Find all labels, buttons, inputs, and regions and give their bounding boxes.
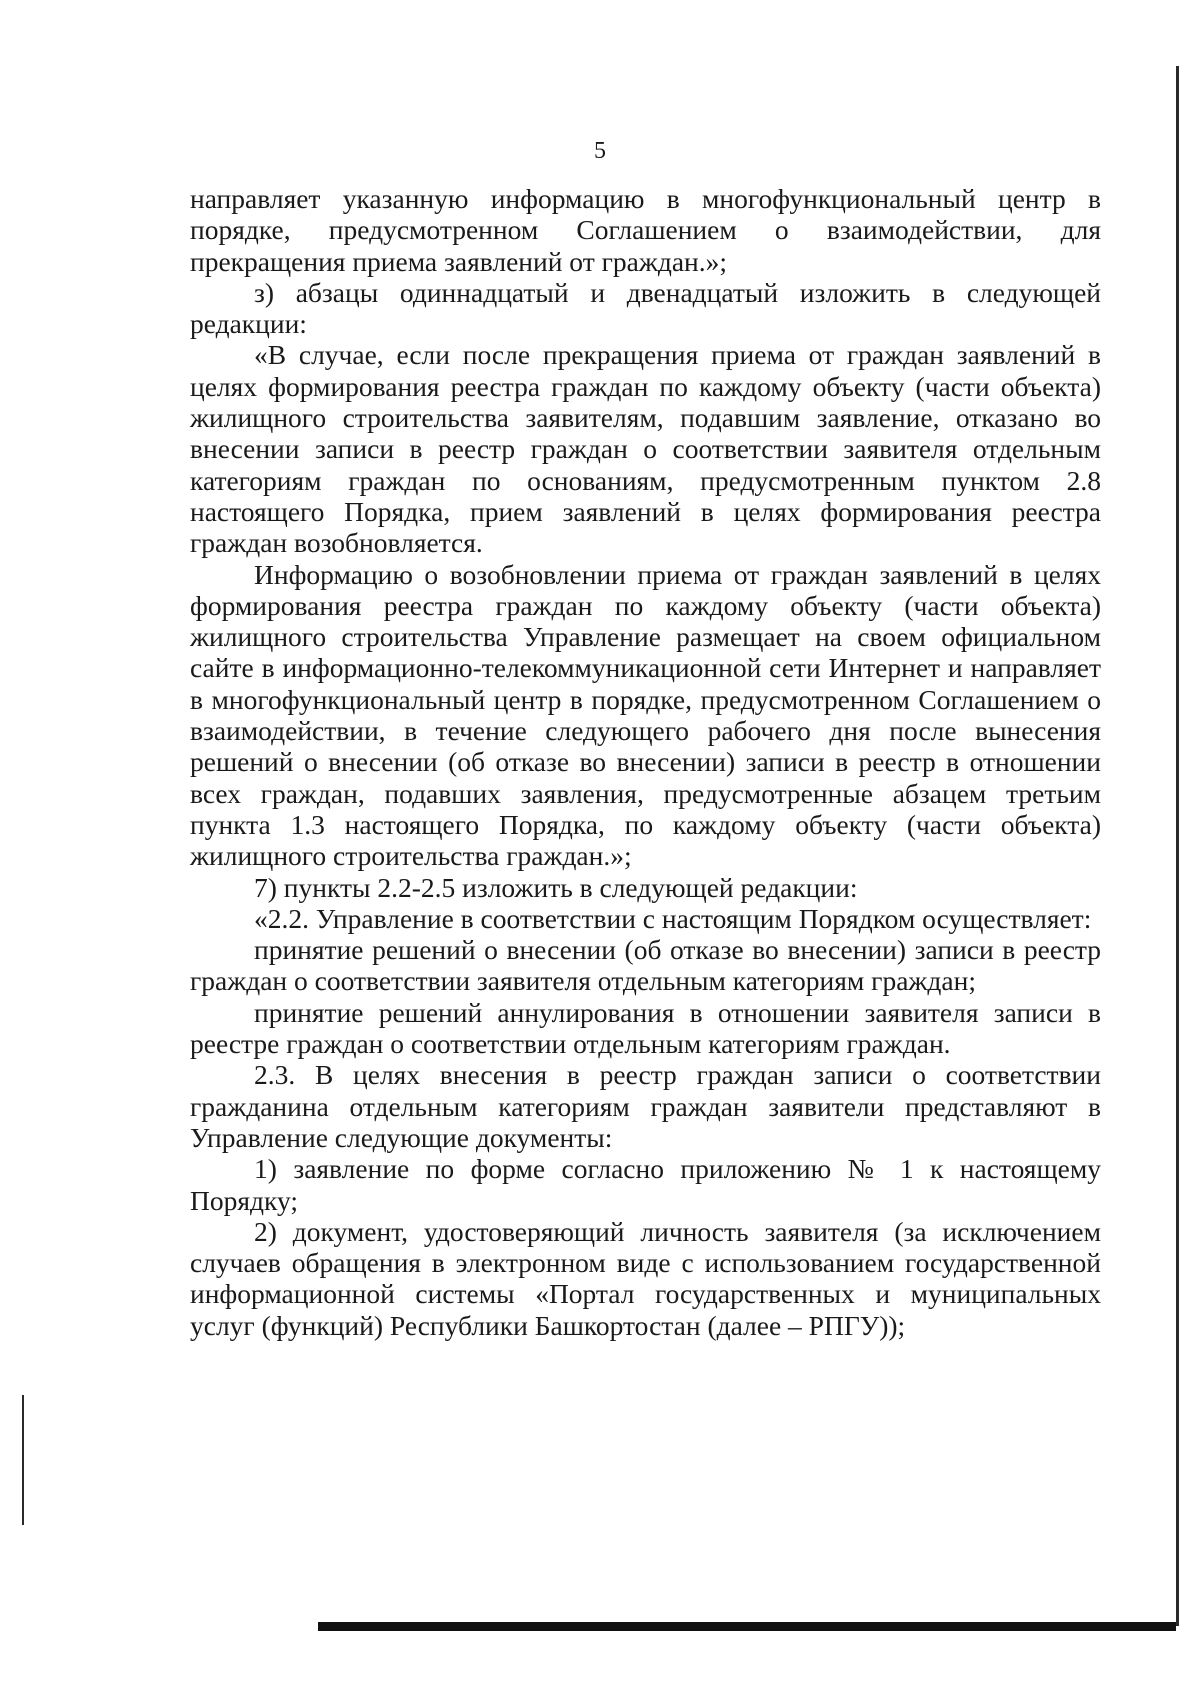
scan-edge-right — [1176, 66, 1179, 1626]
scan-edge-bottom — [318, 1622, 1176, 1631]
paragraph: Информацию о возобновлении приема от граждан заявлений в целях формирования реестра граждан по каждому объекту (части объекта) жилищного строительства Управление размещает на своем официальном сайте в информационно-телекоммуникационной сети Интернет и направляет в многофункциональный центр в порядке, предусмотренном Соглашением о взаимодействии, в течение следующего рабочего дня после вынесения решений о внесении (об отказе во внесении) записи в реестр в отношении всех граждан, подавших заявления, предусмотренные абзацем третьим пункта 1.3 настоящего Порядка, по каждому объекту (части объекта) жилищного строительства граждан.»; — [190, 558, 1101, 872]
paragraph: з) абзацы одиннадцатый и двенадцатый изложить в следующей редакции: — [190, 276, 1101, 340]
paragraph: 7) пункты 2.2-2.5 изложить в следующей редакции: — [254, 871, 858, 903]
scan-edge-left — [22, 1395, 24, 1525]
paragraph: 2) документ, удостоверяющий личность заявителя (за исключением случаев обращения в электронном виде с использованием государственной информационной системы «Портал государственных и муниципальных услуг (функций) Республики Башкортостан (далее – РПГУ)); — [190, 1215, 1101, 1341]
paragraph: принятие решений о внесении (об отказе во внесении) записи в реестр граждан о соответствии заявителя отдельным категориям граждан; — [190, 934, 1101, 997]
paragraph: «2.2. Управление в соответствии с настоящим Порядком осуществляет: — [254, 902, 1092, 934]
page-number: 5 — [594, 138, 606, 164]
paragraph: 2.3. В целях внесения в реестр граждан записи о соответствии гражданина отдельным категориям граждан заявители представляют в Управление следующие документы: — [190, 1059, 1101, 1153]
document-body — [190, 183, 1101, 1341]
paragraph: направляет указанную информацию в многофункциональный центр в порядке, предусмотренном Соглашением о взаимодействии, для прекращения приема заявлений от граждан.»; — [190, 183, 1101, 277]
paragraph: принятие решений аннулирования в отношении заявителя записи в реестре граждан о соответствии отдельным категориям граждан. — [190, 996, 1101, 1060]
paragraph: «В случае, если после прекращения приема от граждан заявлений в целях формирования реестра граждан по каждому объекту (части объекта) жилищного строительства заявителям, подавшим заявление, отказано во внесении записи в реестр граждан о соответствии заявителя отдельным категориям граждан по основаниям, предусмотренным пунктом 2.8 настоящего Порядка, прием заявлений в целях формирования реестра граждан возобновляется. — [190, 339, 1101, 559]
paragraph: 1) заявление по форме согласно приложению № 1 к настоящему Порядку; — [190, 1153, 1101, 1216]
